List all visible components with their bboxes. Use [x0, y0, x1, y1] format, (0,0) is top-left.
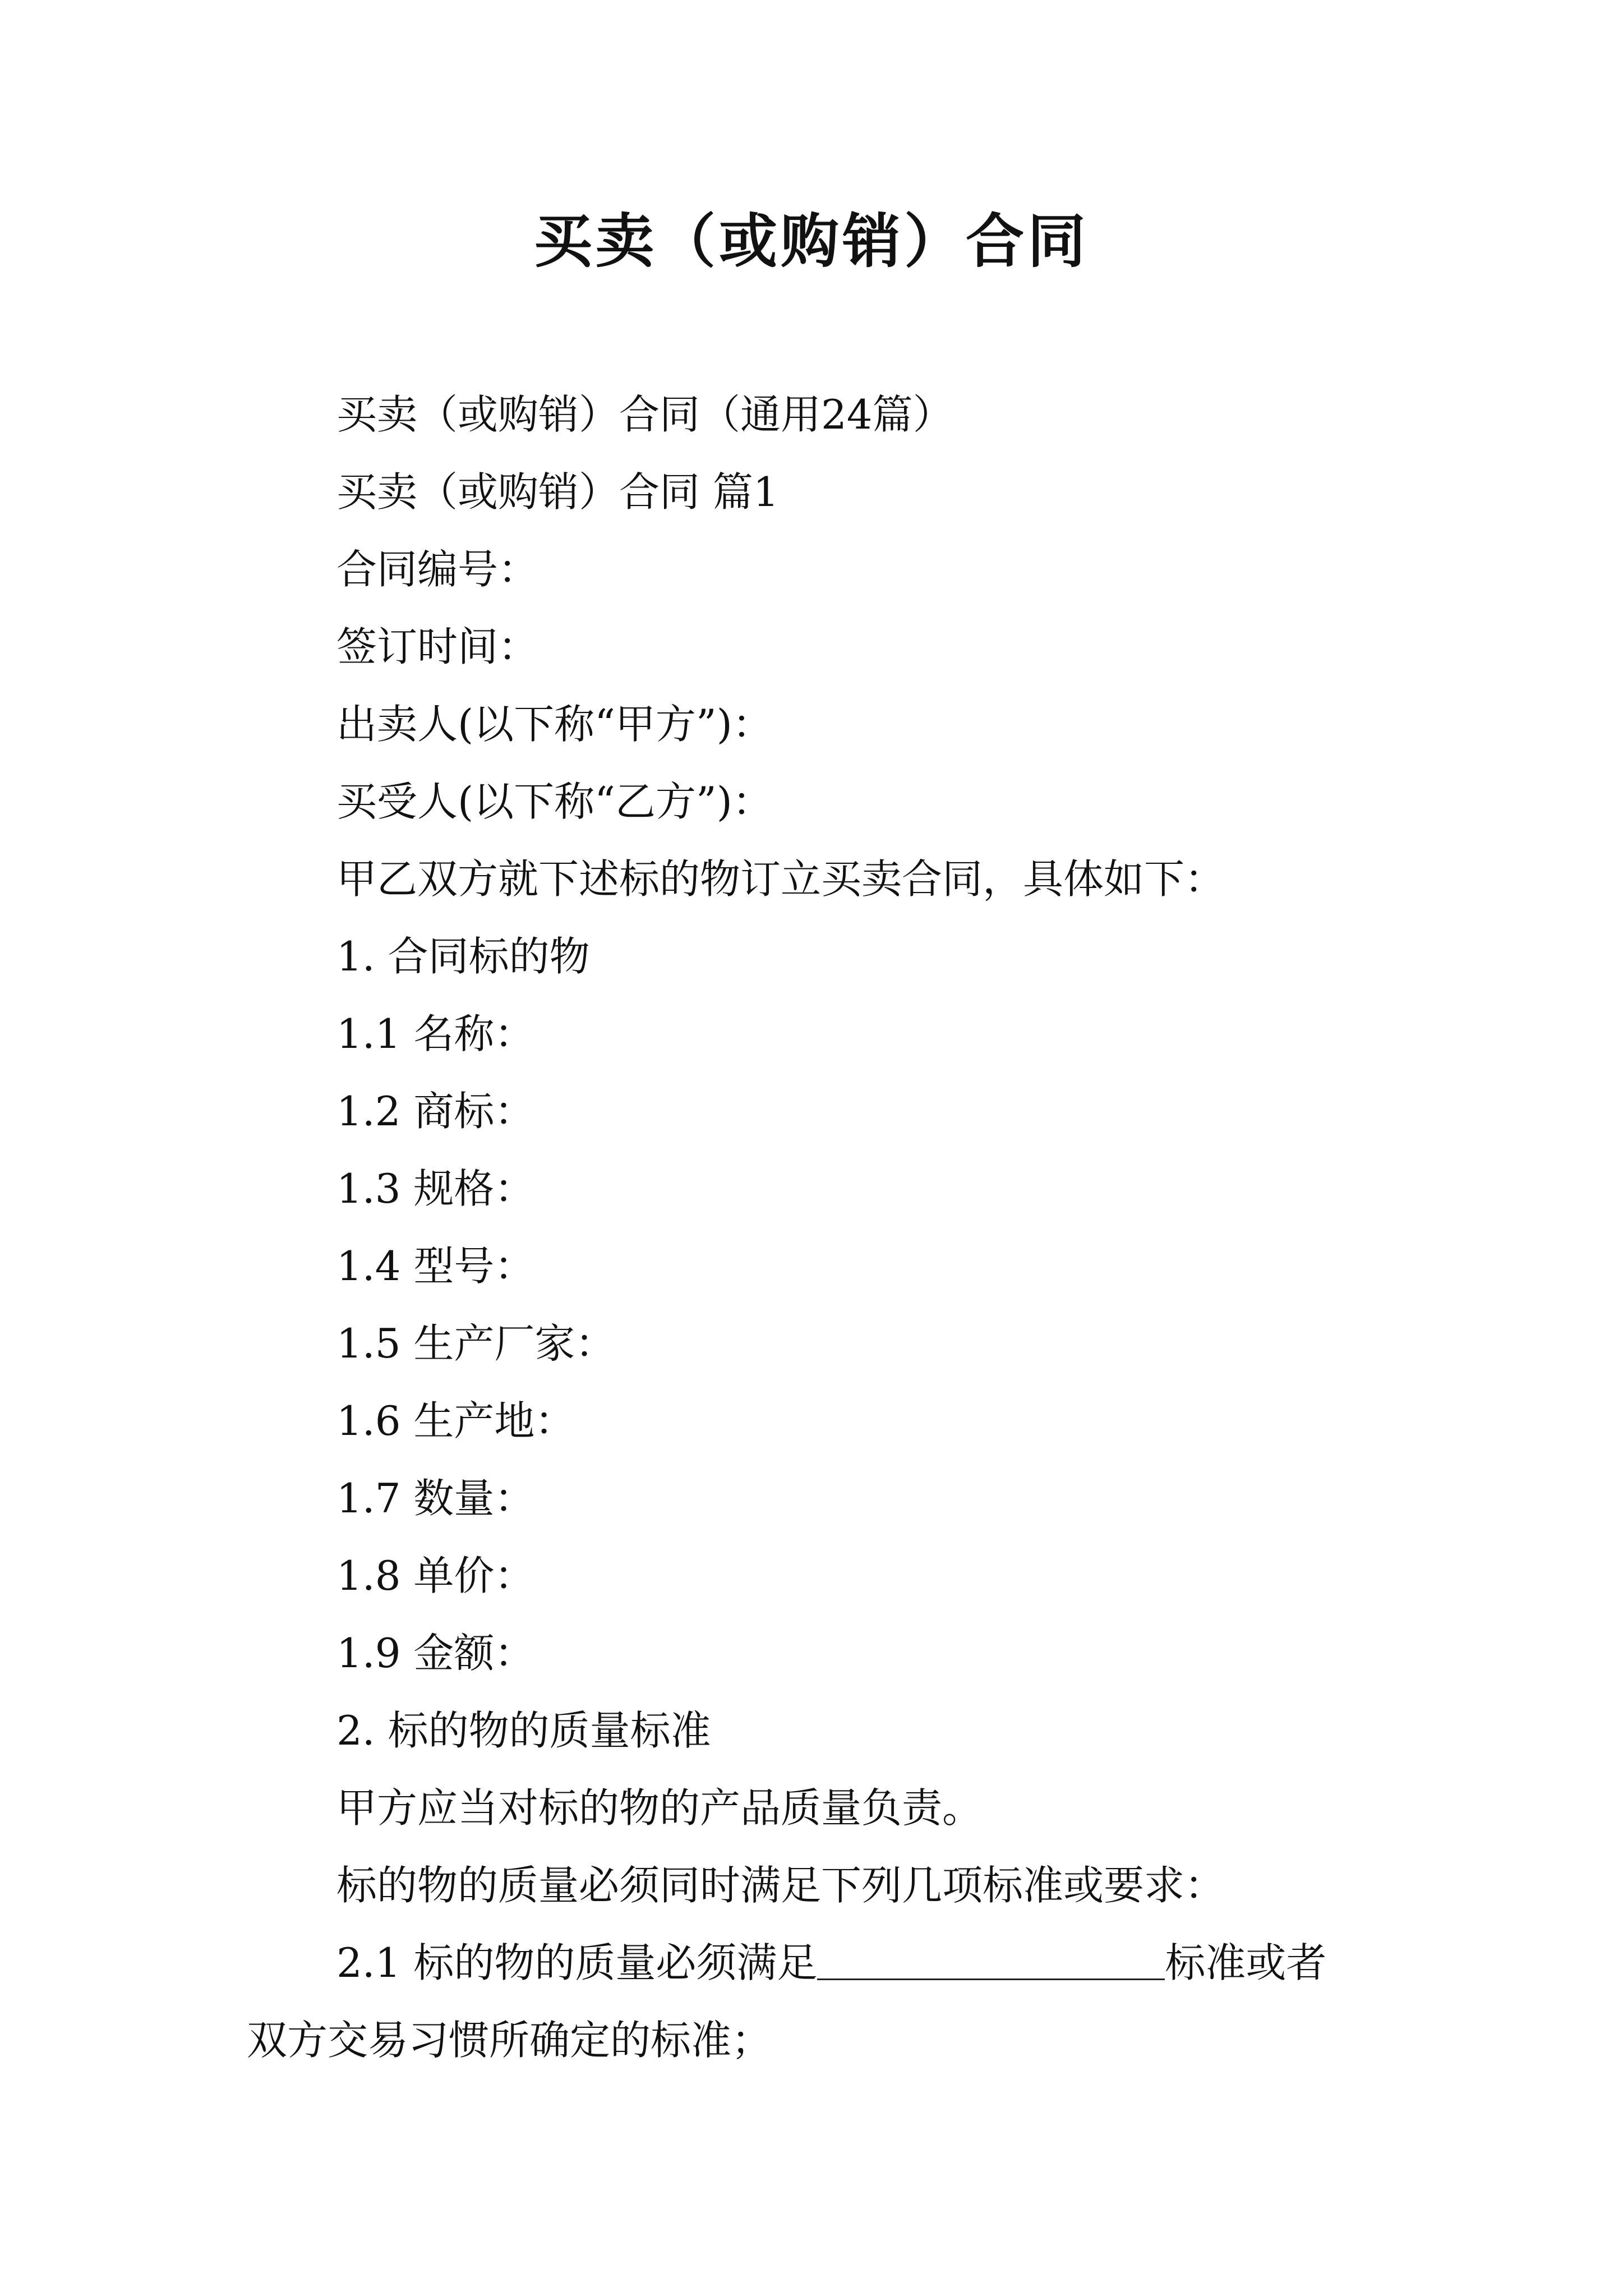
clause-1-5-manufacturer: 1.5 生产厂家： — [336, 1320, 616, 1367]
contract-number-field: 合同编号： — [336, 546, 539, 593]
quality-requirements-paragraph: 标的物的质量必须同时满足下列几项标准或要求： — [336, 1862, 1225, 1909]
clause-2-heading: 2. 标的物的质量标准 — [336, 1707, 711, 1754]
clause-1-heading: 1. 合同标的物 — [336, 933, 590, 980]
signing-time-field: 签订时间： — [336, 623, 539, 670]
intro-paragraph: 甲乙双方就下述标的物订立买卖合同，具体如下： — [336, 855, 1225, 903]
clause-1-1-name: 1.1 名称： — [336, 1010, 535, 1057]
clause-2-1 — [247, 1924, 1391, 2001]
seller-field: 出卖人(以下称“甲方”)： — [336, 701, 773, 748]
clause-1-8-unit-price: 1.8 单价： — [336, 1552, 535, 1599]
section-heading-part-1: 买卖（或购销）合同 篇1 — [336, 468, 779, 516]
clause-1-2-trademark: 1.2 商标： — [336, 1088, 535, 1135]
clause-2-1-text-end: 标准或者 — [1165, 1939, 1327, 1986]
clause-1-4-model: 1.4 型号： — [336, 1243, 535, 1290]
clause-1-3-specification: 1.3 规格： — [336, 1165, 535, 1212]
clause-1-9-amount: 1.9 金额： — [336, 1630, 535, 1677]
document-subtitle: 买卖（或购销）合同（通用24篇） — [336, 391, 953, 438]
fill-in-blank — [817, 1945, 1165, 1980]
buyer-field: 买受人(以下称“乙方”)： — [336, 778, 773, 825]
clause-1-6-origin: 1.6 生产地： — [336, 1397, 575, 1444]
document-body — [247, 376, 1391, 2079]
quality-responsibility-paragraph: 甲方应当对标的物的产品质量负责。 — [336, 1784, 983, 1832]
clause-1-7-quantity: 1.7 数量： — [336, 1475, 535, 1522]
clause-2-1-text-start: 2.1 标的物的质量必须满足 — [336, 1939, 818, 1986]
clause-2-1-continuation: 双方交易习惯所确定的标准； — [247, 2017, 772, 2064]
document-title: 买卖（或购销）合同 — [533, 206, 1089, 275]
